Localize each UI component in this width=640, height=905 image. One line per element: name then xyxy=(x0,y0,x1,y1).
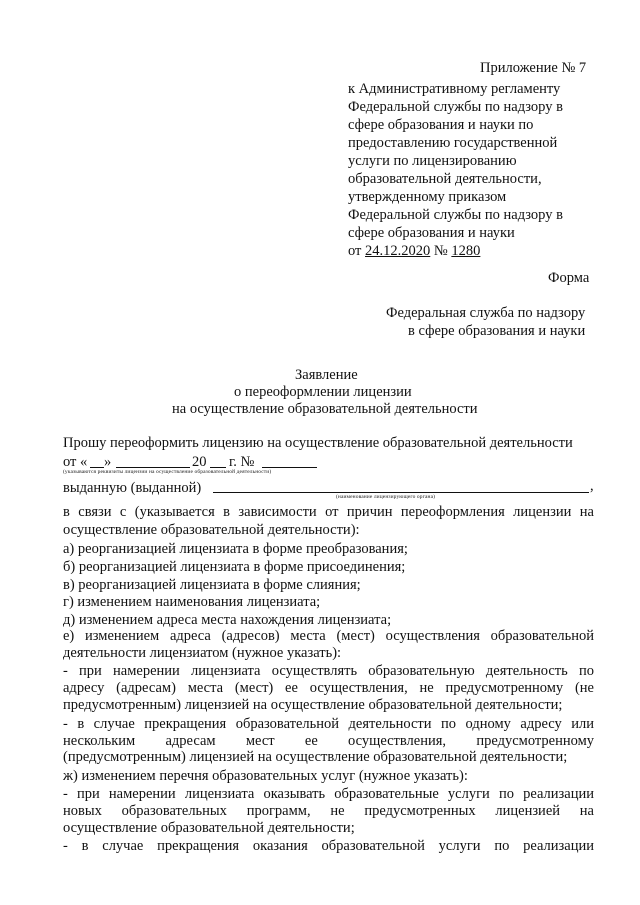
body-line: осуществление образовательной деятельности; xyxy=(63,820,355,836)
appendix-line: образовательной деятельности, xyxy=(348,171,542,187)
issued-comma: , xyxy=(590,478,594,494)
statement-subtitle: на осуществление образовательной деятельности xyxy=(172,401,478,417)
body-line: д) изменением адреса места нахождения лицензиата; xyxy=(63,612,392,628)
request-line: Прошу переоформить лицензию на осуществление образовательной деятельности xyxy=(63,435,573,451)
appendix-line: к Административному регламенту xyxy=(348,81,561,97)
appendix-line: утвержденному приказом xyxy=(348,189,507,205)
body-line: е) изменением адреса (адресов) места (мест) осуществления образовательной xyxy=(63,628,594,644)
appendix-line: Федеральной службы по надзору в xyxy=(348,99,563,115)
body-line: - при намерении лицензиата осуществлять образовательную деятельность по xyxy=(63,663,594,679)
license-number-label: г. № xyxy=(229,454,255,470)
order-date: 24.12.2020 xyxy=(365,243,431,259)
appendix-line: сфере образования и науки xyxy=(348,225,515,241)
order-number: 1280 xyxy=(451,243,481,259)
month-field[interactable] xyxy=(116,467,190,468)
addressee-line2: в сфере образования и науки xyxy=(408,323,586,339)
license-from: от « xyxy=(63,454,88,470)
appendix-line: Федеральной службы по надзору в xyxy=(348,207,563,223)
license-number-field[interactable] xyxy=(262,467,317,468)
order-date-prefix: от xyxy=(348,243,362,259)
appendix-title: Приложение № 7 xyxy=(480,60,587,76)
appendix-line: предоставлению государственной xyxy=(348,135,558,151)
form-label: Форма xyxy=(548,270,590,286)
license-year: 20 xyxy=(192,454,207,470)
statement-subtitle: о переоформлении лицензии xyxy=(234,384,412,400)
license-close-quote: » xyxy=(104,454,112,470)
body-line: в) реорганизацией лицензиата в форме слияния; xyxy=(63,577,361,593)
body-line: в связи с (указывается в зависимости от причин переоформления лицензии на xyxy=(63,504,594,520)
issued-label: выданную (выданной) xyxy=(63,480,202,496)
license-caption: (указываются реквизиты лицензии на осуществление образовательной деятельности) xyxy=(63,469,272,475)
body-line: нескольким адресам мест ее осуществления, предусмотренному xyxy=(63,733,594,749)
body-line: г) изменением наименования лицензиата; xyxy=(63,594,321,610)
body-line: осуществление образовательной деятельности): xyxy=(63,522,360,538)
body-line: предусмотренным) лицензией на осуществление образовательной деятельности; xyxy=(63,697,563,713)
body-line: - в случае прекращения оказания образовательной услуги по реализации xyxy=(63,838,594,854)
appendix-line: сфере образования и науки по xyxy=(348,117,534,133)
body-line: б) реорганизацией лицензиата в форме присоединения; xyxy=(63,559,406,575)
body-line: (предусмотренным) лицензией на осуществление образовательной деятельности; xyxy=(63,749,568,765)
day-field[interactable] xyxy=(90,467,104,468)
order-number-sign: № xyxy=(433,243,448,259)
addressee-line1: Федеральная служба по надзору xyxy=(386,305,586,321)
licensing-authority-field[interactable] xyxy=(213,492,589,493)
body-line: ж) изменением перечня образовательных услуг (нужное указать): xyxy=(63,768,468,784)
statement-title: Заявление xyxy=(295,367,358,383)
body-line: новых образовательных программ, не предусмотренных лицензией на xyxy=(63,803,594,819)
body-line: а) реорганизацией лицензиата в форме преобразования; xyxy=(63,541,408,557)
body-line: - при намерении лицензиата оказывать образовательные услуги по реализации xyxy=(63,786,594,802)
body-line: адресу (адресам) места (мест) ее осуществления, не предусмотренному (не xyxy=(63,680,594,696)
year-field[interactable] xyxy=(210,467,226,468)
body-line: деятельности лицензиатом (нужное указать): xyxy=(63,645,342,661)
order-date-line xyxy=(348,243,480,259)
authority-caption: (наименование лицензирующего органа) xyxy=(336,494,436,500)
appendix-line: услуги по лицензированию xyxy=(348,153,517,169)
body-line: - в случае прекращения образовательной деятельности по одному адресу или xyxy=(63,716,594,732)
